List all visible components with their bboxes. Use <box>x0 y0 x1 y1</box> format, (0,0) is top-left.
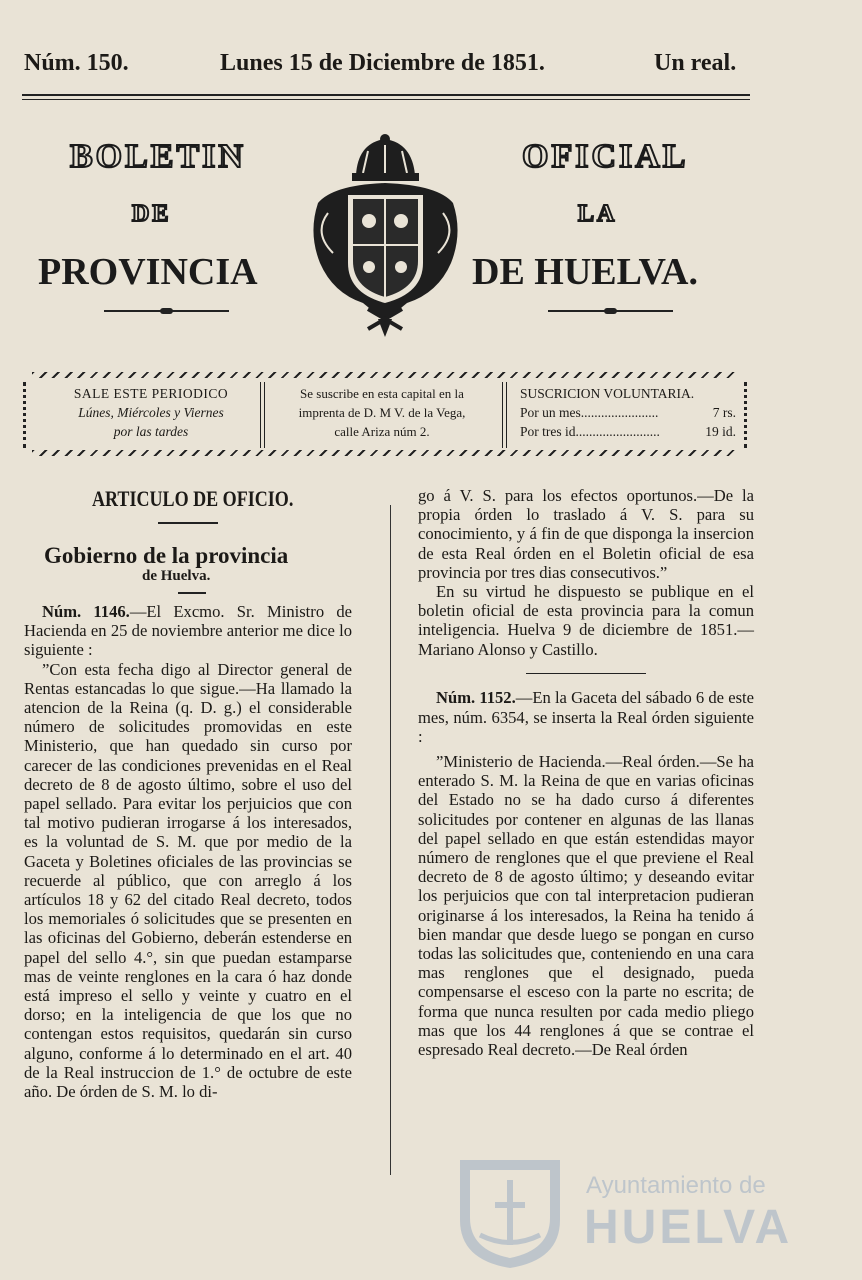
watermark-line-2: HUELVA <box>584 1201 793 1254</box>
box-divider-1 <box>260 382 265 448</box>
masthead-flourish-left <box>104 308 229 314</box>
box-edge-right <box>744 382 747 448</box>
masthead-word-de: DE <box>132 201 172 227</box>
header-rule-top <box>22 94 750 96</box>
section-title: ARTICULO DE OFICIO. <box>92 486 294 511</box>
masthead-word-provincia: PROVINCIA <box>38 251 258 293</box>
issue-price: Un real. <box>654 50 737 76</box>
watermark-line-1: Ayuntamiento de <box>586 1172 766 1199</box>
prices-heading: SUSCRICION VOLUNTARIA. <box>520 386 695 401</box>
article-separator <box>526 673 646 675</box>
subscription-prices <box>520 384 740 441</box>
location-line-1: Se suscribe en esta capital en la <box>300 386 464 401</box>
decree-1146-intro <box>24 602 352 660</box>
schedule-days: Lúnes, Miércoles y Viernes <box>78 405 224 420</box>
decree-1152-number: Núm. 1152. <box>436 688 516 708</box>
government-subheading: de Huelva. <box>142 568 211 584</box>
decree-1146-number: Núm. 1146. <box>42 602 130 621</box>
decree-1152-body: ”Ministerio de Hacienda.—Real órden.—Se ha enterado S. M. la Reina de que en varias oficinas del Estado no se ha dado curso á diferentes solicitudes por contener en algunas de las llanas del papel sellado en que están estendidas mayor número de renglones que el que previene el Real decreto de 8 de agosto último; y deseando evitar los perjuicios que con tal interpretacion pudieran originarse á los interesados, la Reina ha tenido á bien mandar que desde luego se pongan en curso todas las solicitudes que, conteniendo en una cara mas renglones que el designado, pueda compensarse el esceso con la parte no escrita; de forma que nunca resulten por cada medio pliego mas que los 44 renglones á que se contrae el espresado Real decreto.—De Real órden <box>418 751 754 1059</box>
masthead-word-oficial: OFICIAL <box>522 138 689 175</box>
box-divider-2 <box>502 382 507 448</box>
price-month-value: 7 rs. <box>712 405 736 420</box>
decree-1152-intro <box>418 688 754 746</box>
box-edge-left <box>23 382 26 448</box>
decree-1146-body: ”Con esta fecha digo al Director general de Rentas estancadas lo que sigue.—Ha llamado la atencion de la Reina (q. D. g.) el considerable número de solicitudes promovidas en este Ministerio, que han quedado sin curso por carecer de las condiciones prevenidas en el Real decreto de 8 de agosto último, sobre el uso del papel sellado. Para evitar los perjuicios que con tal motivo pudieran irrogarse á los interesados, es la voluntad de S. M. que por medio de la Gaceta y Boletines oficiales de las provincias se recuerde al público, que con arreglo á los artículos 18 y 62 del citado Real decreto, todos los memoriales ó solicitudes que se presenten en las oficinas del Gobierno, deberán estenderse en papel del sello 4.°, sin que puedan estamparse mas de veinte renglones en la cara ó haz donde está impreso el sello y veinte y cuatro en el dorso; en la inteligencia de que los que no contengan estos requisitos, quedarán sin curso alguno, conforme á lo determinado en el art. 40 de la Real instruccion de 1.° de octubre de este año. De órden de S. M. lo di- <box>24 659 352 1102</box>
decree-1146-continuation: go á V. S. para los efectos oportunos.—De la propia órden lo traslado á V. S. para su conocimiento, y á fin de que disponga la insercion de esta Real órden en el Boletin oficial de esa provincia por tres dias consecutivos.” <box>418 486 754 582</box>
schedule-heading: SALE ESTE PERIODICO <box>73 386 229 401</box>
left-column-text <box>24 602 352 1101</box>
government-heading-rule <box>178 592 206 594</box>
chain-border-top <box>32 372 738 378</box>
masthead-word-boletin: BOLETIN <box>70 138 246 175</box>
price-three-months-label: Por tres id......................... <box>520 424 660 439</box>
section-title-rule <box>158 522 218 524</box>
price-row-three-months <box>520 422 740 441</box>
masthead-flourish-right <box>548 308 673 314</box>
price-row-month <box>520 403 740 422</box>
price-three-months-value: 19 id. <box>705 424 736 439</box>
archive-watermark <box>440 1150 860 1270</box>
masthead-word-de-huelva: DE HUELVA. <box>472 251 698 293</box>
publication-schedule <box>52 384 250 441</box>
city-seal-icon <box>450 1150 570 1270</box>
location-line-3: calle Ariza núm 2. <box>334 424 430 439</box>
decree-1146-text: —El Excmo. Sr. Ministro de Hacienda en 25 de noviembre anterior me dice lo siguiente : <box>24 602 352 660</box>
issue-number: Núm. 150. <box>24 50 129 76</box>
decree-1152-text: —En la Gaceta del sábado 6 de este mes, núm. 6354, se inserta la Real órden siguiente : <box>418 688 754 746</box>
decree-1146-closing: En su virtud he dispuesto se publique en el boletin oficial de esta provincia para la comun inteligencia. Huelva 9 de diciembre de 1851.—Mariano Alonso y Castillo. <box>418 582 754 659</box>
coat-of-arms-icon <box>308 133 463 338</box>
government-heading: Gobierno de la provincia <box>44 543 289 568</box>
subscription-location <box>272 384 492 441</box>
issue-date: Lunes 15 de Diciembre de 1851. <box>220 50 545 76</box>
chain-border-bottom <box>32 450 738 456</box>
issue-header <box>22 50 750 84</box>
subscription-info-box <box>20 368 750 458</box>
schedule-time: por las tardes <box>113 424 189 439</box>
header-rule-bottom <box>22 99 750 100</box>
right-column-text <box>418 486 754 1059</box>
price-month-label: Por un mes....................... <box>520 405 659 420</box>
location-line-2: imprenta de D. M V. de la Vega, <box>298 405 466 420</box>
masthead-word-la: LA <box>578 201 618 227</box>
column-divider <box>390 505 391 1175</box>
